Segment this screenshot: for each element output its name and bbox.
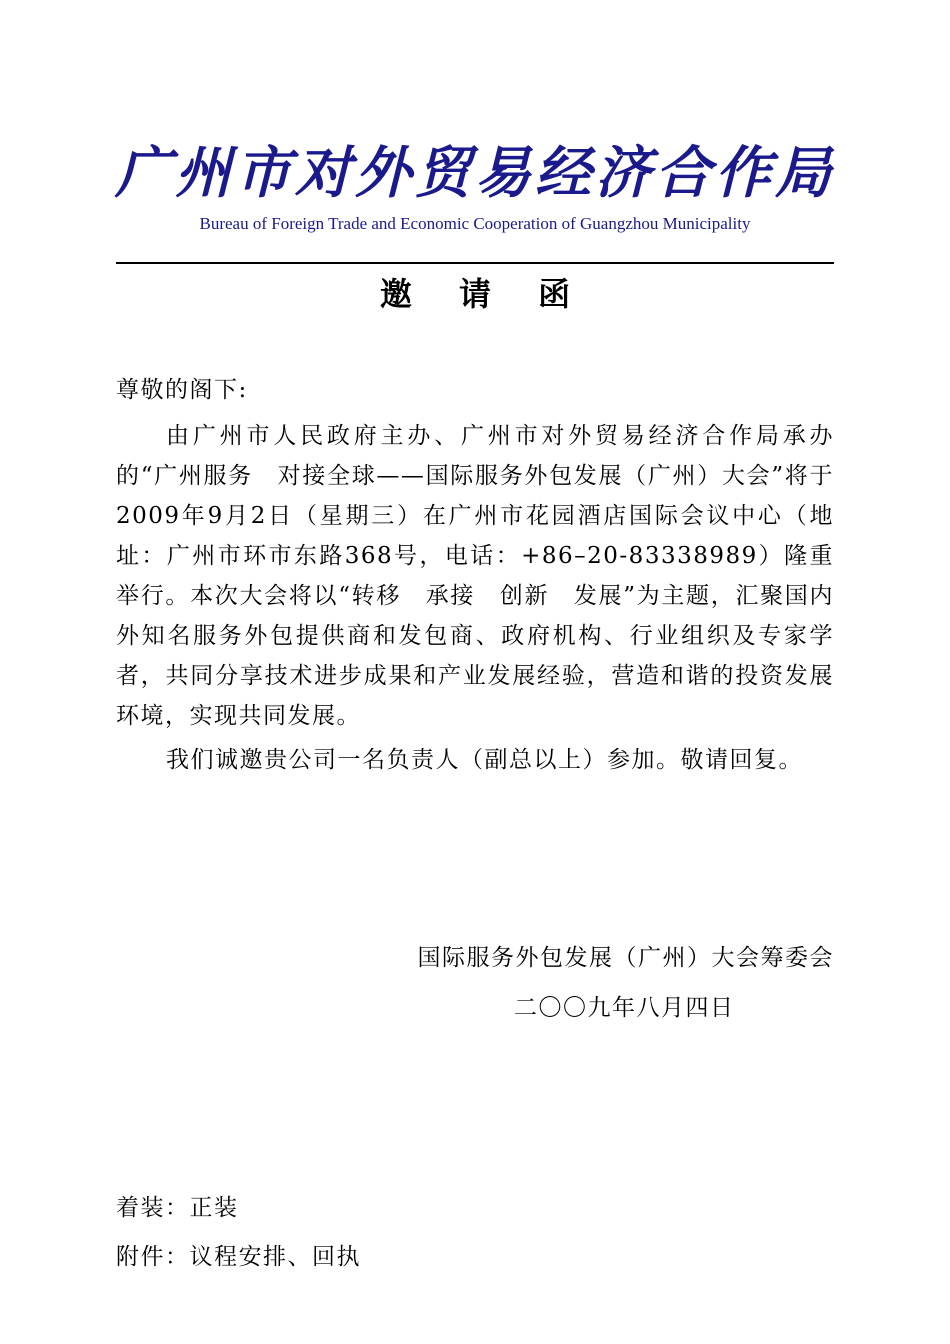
attachments: 附件：议程安排、回执 bbox=[116, 1244, 361, 1270]
dress-code: 着装：正装 bbox=[116, 1195, 239, 1221]
header-divider bbox=[116, 262, 834, 264]
signature-committee: 国际服务外包发展（广州）大会筹委会 bbox=[417, 945, 834, 971]
closing-paragraph: 我们诚邀贵公司一名负责人（副总以上）参加。敬请回复。 bbox=[166, 747, 803, 773]
salutation: 尊敬的阁下: bbox=[116, 377, 248, 403]
organization-name-chinese: 广州市对外贸易经济合作局 bbox=[115, 140, 835, 206]
document-title: 邀 请 函 bbox=[379, 275, 589, 313]
organization-name-english: Bureau of Foreign Trade and Economic Cooperation of Guangzhou Municipality bbox=[199, 214, 751, 233]
letter-date: 二〇〇九年八月四日 bbox=[514, 995, 735, 1021]
body-paragraph: 由广州市人民政府主办、广州市对外贸易经济合作局承办的“广州服务 对接全球——国际服务外包发展（广州）大会”将于2009年9月2日（星期三）在广州市花园酒店国际会议中心（地址：广州市环市东路368号，电话：+86–20-83338989）隆重举行。本次大会将以“转移 承接 创新 发展”为主题，汇聚国内外知名服务外包提供商和发包商、政府机构、行业组织及专家学者，共同分享技术进步成果和产业发展经验，营造和谐的投资发展环境，实现共同发展。 bbox=[116, 423, 834, 729]
